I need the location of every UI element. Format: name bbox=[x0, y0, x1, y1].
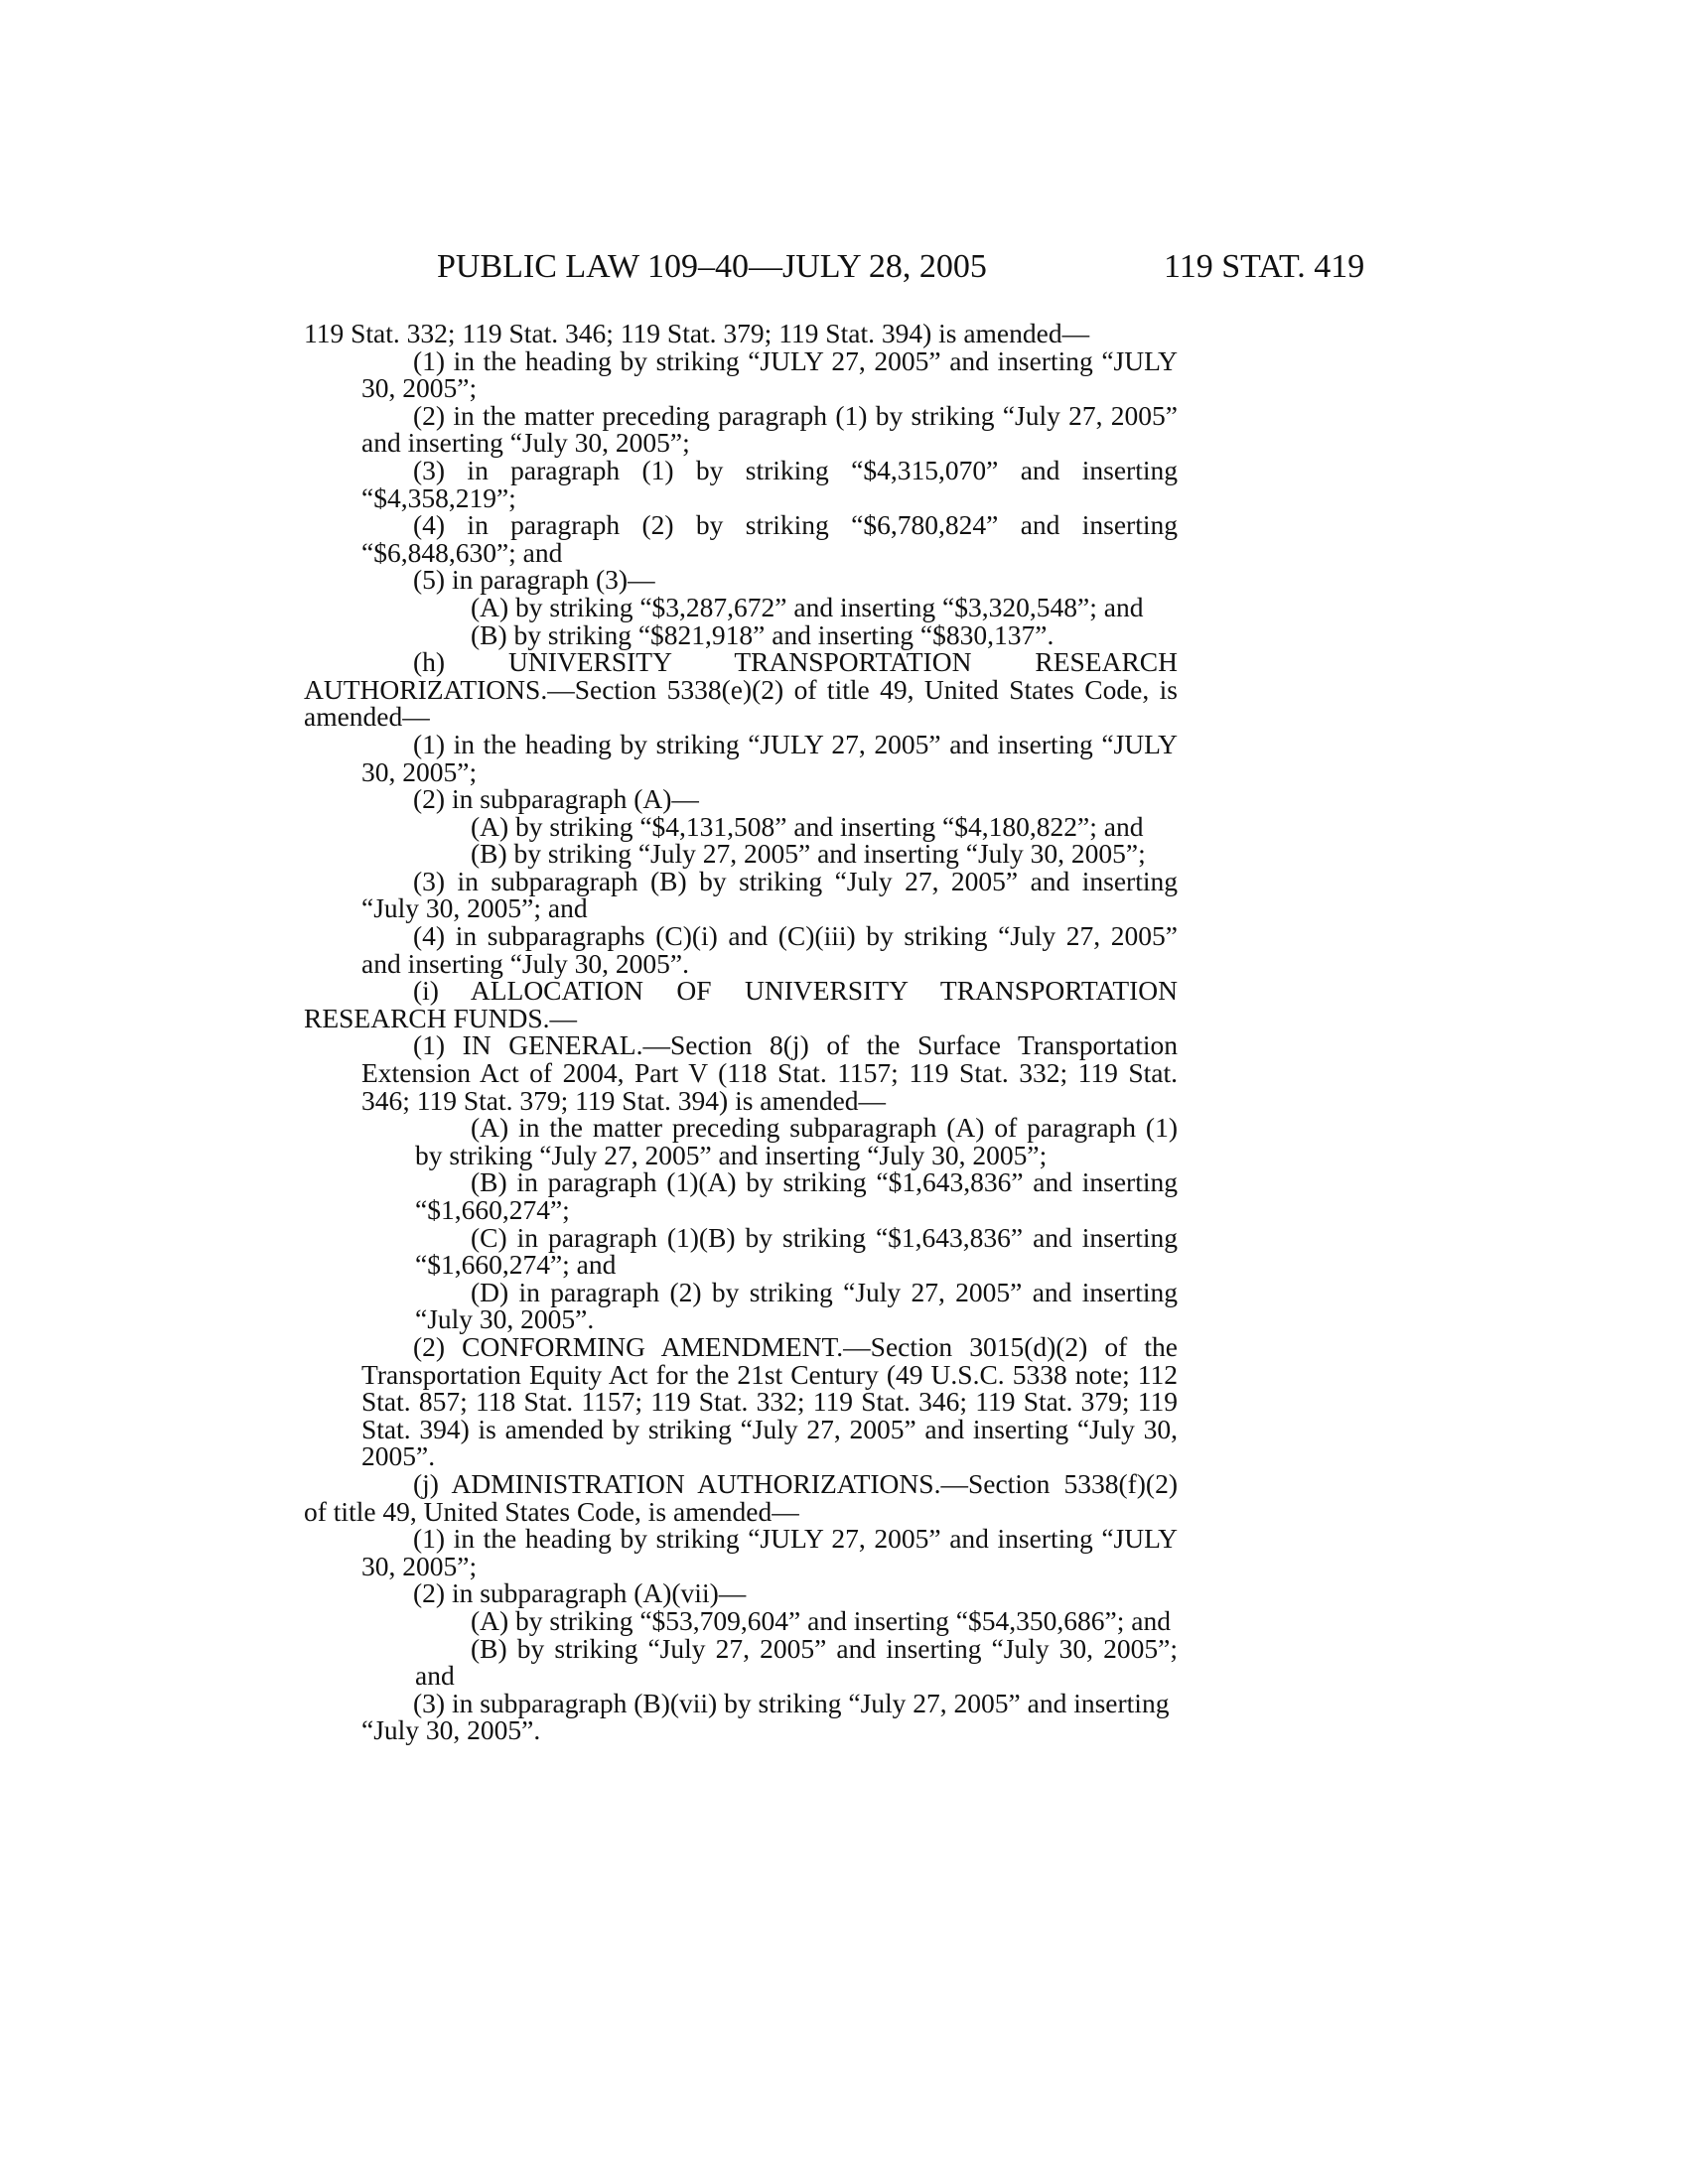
section-heading-i: (i) ALLOCATION OF UNIVERSITY TRANSPORTATION RESEARCH FUNDS.— bbox=[304, 975, 1178, 1033]
text-paragraph: (4) in subparagraphs (C)(i) and (C)(iii) by striking “July 27, 2005” and inserting “July 30, 2005”. bbox=[361, 920, 1178, 979]
text-paragraph: (B) by striking “July 27, 2005” and inserting “July 30, 2005”; and bbox=[415, 1632, 1178, 1692]
statute-text bbox=[0, 320, 1688, 1744]
text-paragraph: (3) in subparagraph (B)(vii) by striking “July 27, 2005” and inserting “July 30, 2005”. bbox=[361, 1687, 1170, 1746]
text-paragraph: (3) in paragraph (1) by striking “$4,315,070” and inserting “$4,358,219”; bbox=[361, 454, 1178, 513]
text-paragraph: (A) by striking “$4,131,508” and inserting “$4,180,822”; and bbox=[471, 810, 1144, 842]
text-paragraph: (3) in subparagraph (B) by striking “July 27, 2005” and inserting “July 30, 2005”; and bbox=[361, 865, 1178, 924]
text-paragraph: (B) by striking “July 27, 2005” and inserting “July 30, 2005”; bbox=[471, 838, 1146, 870]
text-paragraph: (4) in paragraph (2) by striking “$6,780,824” and inserting “$6,848,630”; and bbox=[361, 509, 1178, 568]
text-paragraph: (2) in subparagraph (A)— bbox=[413, 783, 699, 815]
text-paragraph: (C) in paragraph (1)(B) by striking “$1,643,836” and inserting “$1,660,274”; and bbox=[415, 1221, 1178, 1281]
text-paragraph: (A) by striking “$3,287,672” and inserting “$3,320,548”; and bbox=[471, 591, 1144, 622]
text-paragraph: (B) in paragraph (1)(A) by striking “$1,643,836” and inserting “$1,660,274”; bbox=[415, 1166, 1178, 1225]
text-paragraph: (A) by striking “$53,709,604” and inserting “$54,350,686”; and bbox=[471, 1604, 1171, 1636]
section-heading-h: (h) UNIVERSITY TRANSPORTATION RESEARCH AUTHORIZATIONS.—Section 5338(e)(2) of title 49, United States Code, is amended— bbox=[304, 646, 1178, 733]
page-number: 119 STAT. 419 bbox=[1164, 248, 1365, 285]
text-paragraph: (1) in the heading by striking “JULY 27, 2005” and inserting “JULY 30, 2005”; bbox=[361, 344, 1178, 404]
text-paragraph: (2) CONFORMING AMENDMENT.—Section 3015(d)(2) of the Transportation Equity Act for the 21st Century (49 U.S.C. 5338 note; 112 Stat. 857; 118 Stat. 1157; 119 Stat. 332; 119 Stat. 346; 119 Stat. 379; 119 Stat. 394) is amended by striking “July 27, 2005” and inserting “July 30, 2005”. bbox=[361, 1330, 1178, 1472]
text-paragraph: (A) in the matter preceding subparagraph (A) of paragraph (1) by striking “July 27, 2005” and inserting “July 30, 2005”; bbox=[415, 1112, 1178, 1170]
text-paragraph: (1) in the heading by striking “JULY 27, 2005” and inserting “JULY 30, 2005”; bbox=[361, 728, 1178, 787]
header-title: PUBLIC LAW 109–40—JULY 28, 2005 bbox=[437, 248, 987, 285]
text-paragraph: (2) in subparagraph (A)(vii)— bbox=[413, 1577, 747, 1609]
text-paragraph: (1) in the heading by striking “JULY 27, 2005” and inserting “JULY 30, 2005”; bbox=[361, 1523, 1178, 1581]
text-paragraph: (D) in paragraph (2) by striking “July 27, 2005” and inserting “July 30, 2005”. bbox=[415, 1276, 1178, 1335]
text-paragraph: 119 Stat. 332; 119 Stat. 346; 119 Stat. 379; 119 Stat. 394) is amended— bbox=[304, 318, 1090, 348]
text-paragraph: (5) in paragraph (3)— bbox=[413, 564, 655, 596]
running-header bbox=[0, 248, 1688, 288]
section-heading-j: (j) ADMINISTRATION AUTHORIZATIONS.—Section 5338(f)(2) of title 49, United States Code, is amended— bbox=[304, 1467, 1178, 1527]
text-paragraph: (2) in the matter preceding paragraph (1) by striking “July 27, 2005” and inserting “July 30, 2005”; bbox=[361, 399, 1178, 459]
text-paragraph: (1) IN GENERAL.—Section 8(j) of the Surface Transportation Extension Act of 2004, Part V (118 Stat. 1157; 119 Stat. 332; 119 Stat. 346; 119 Stat. 379; 119 Stat. 394) is amended— bbox=[361, 1029, 1178, 1116]
text-paragraph: (B) by striking “$821,918” and inserting “$830,137”. bbox=[471, 618, 1055, 650]
